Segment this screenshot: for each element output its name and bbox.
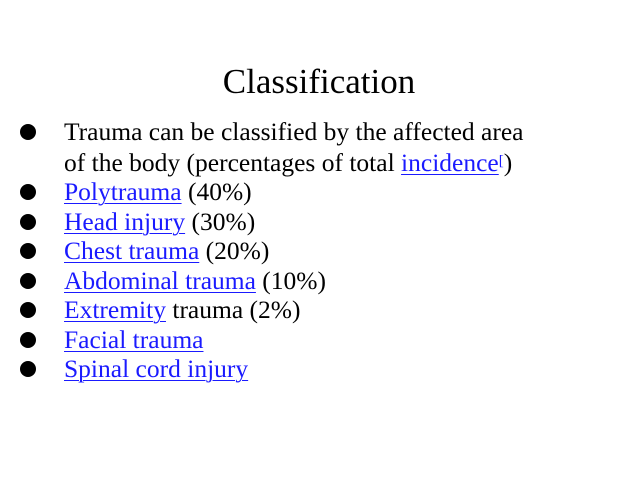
bullet-text-part: ) <box>503 147 513 177</box>
facial-trauma-link[interactable]: Facial trauma <box>64 324 204 354</box>
bullet-item <box>20 236 630 266</box>
bullet-suffix: (20%) <box>199 236 270 265</box>
bullet-dot-icon <box>20 243 36 259</box>
bullet-suffix: (30%) <box>185 206 256 236</box>
polytrauma-link[interactable]: Polytrauma <box>64 177 182 206</box>
bullet-item <box>20 354 630 384</box>
bullet-item <box>20 177 630 207</box>
bullet-item <box>20 295 630 325</box>
bullet-text: Trauma can be classified by the affected area <box>64 117 524 146</box>
bullet-dot-icon <box>20 361 36 377</box>
bullet-dot-icon <box>20 273 36 289</box>
bullet-dot-icon <box>20 184 36 200</box>
bullet-item <box>20 325 630 355</box>
bullet-item <box>20 266 630 296</box>
bullet-dot-icon <box>20 214 36 230</box>
spinal-cord-injury-link[interactable]: Spinal cord injury <box>64 354 249 383</box>
bullet-suffix: (40%) <box>181 177 252 206</box>
bullet-suffix: (10%) <box>255 265 327 295</box>
abdominal-trauma-link[interactable]: Abdominal trauma <box>64 265 256 295</box>
slide-title: Classification <box>222 62 416 101</box>
bullet-dot-icon <box>20 332 36 348</box>
bullet-list <box>20 117 630 384</box>
bullet-item <box>20 117 630 177</box>
bullet-dot-icon <box>20 124 36 140</box>
incidence-link[interactable]: incidence <box>401 147 499 177</box>
extremity-link[interactable]: Extremity <box>64 295 166 324</box>
bullet-suffix: trauma (2%) <box>165 295 301 324</box>
chest-trauma-link[interactable]: Chest trauma <box>64 236 200 265</box>
head-injury-link[interactable]: Head injury <box>64 206 186 236</box>
citation-marker[interactable]: [ <box>498 152 504 169</box>
bullet-text-part: of the body (percentages of total <box>64 147 402 177</box>
bullet-item <box>20 207 630 237</box>
bullet-dot-icon <box>20 302 36 318</box>
bullet-text-continued <box>64 147 630 178</box>
